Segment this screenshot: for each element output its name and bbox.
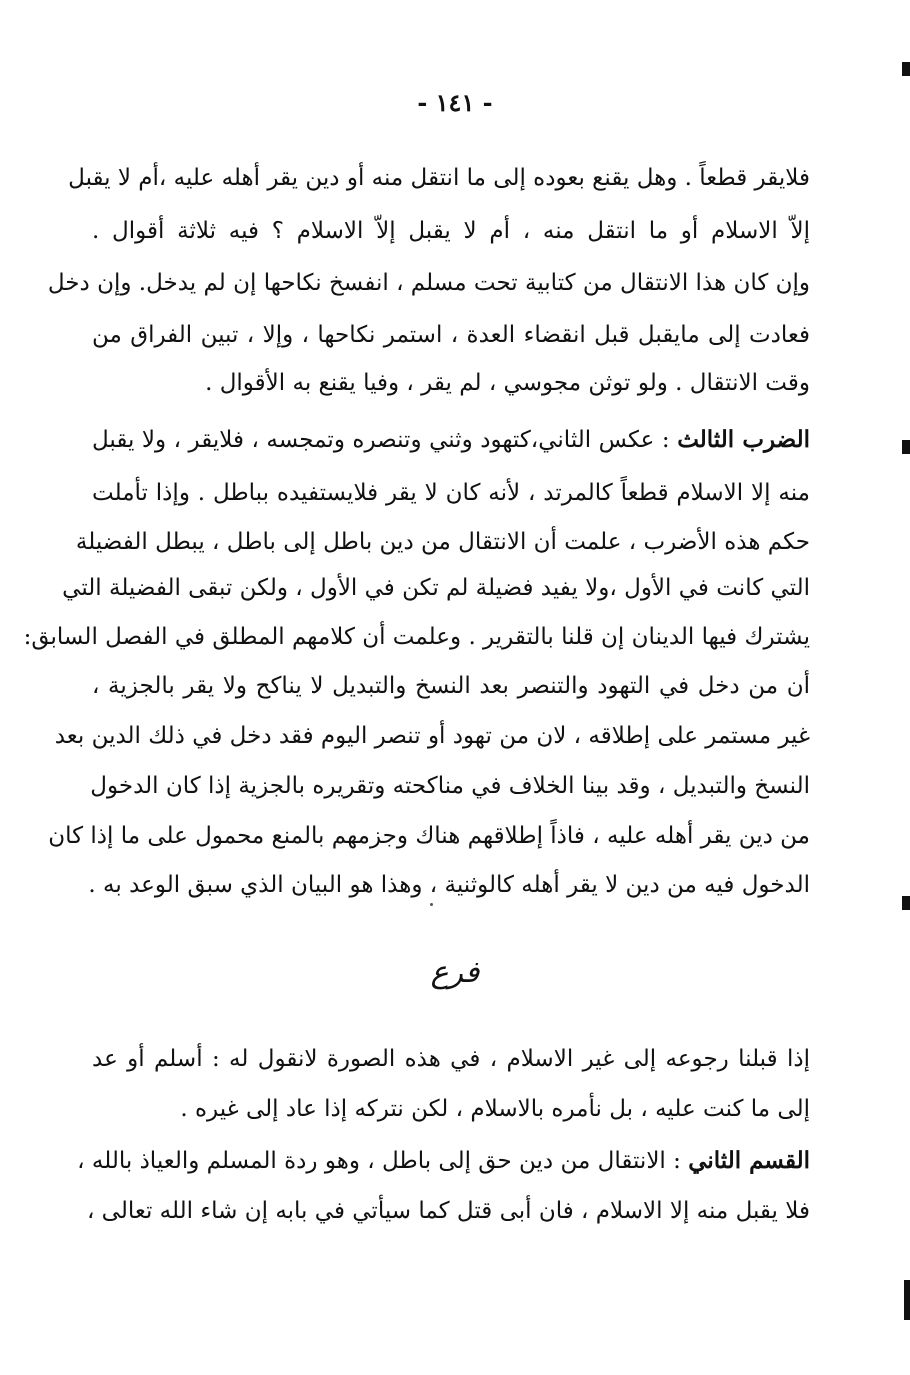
text-line: من دين يقر أهله عليه ، فاذاً إطلاقهم هناك وجزمهم بالمنع محمول على ما إذا كان [48,823,810,849]
text-span: : الانتقال من دين حق إلى باطل ، وهو ردة المسلم والعياذ بالله ، [77,1148,681,1174]
text-line: التي كانت في الأول ،ولا يفيد فضيلة لم تكن في الأول ، ولكن تبقى الفضيلة التي [62,575,810,601]
text-line [92,425,810,455]
text-line: إلى ما كنت عليه ، بل نأمره بالاسلام ، لكن نتركه إذا عاد إلى غيره . [180,1096,810,1122]
text-line: فلا يقبل منه إلا الاسلام ، فان أبى قتل كما سيأتي في بابه إن شاء الله تعالى ، [86,1198,810,1224]
text-span: : عكس الثاني،كتهود وثني وتنصره وتمجسه ، فلايقر ، ولا يقبل [92,427,670,453]
text-line: يشترك فيها الدينان إن قلنا بالتقرير . وعلمت أن كلامهم المطلق في الفصل السابق: [23,624,810,650]
section-lead: الضرب الثالث [677,426,811,453]
scan-speck [430,903,433,906]
text-line: فعادت إلى مايقبل قبل انقضاء العدة ، استمر نكاحها ، وإلا ، تبين الفراق من [92,322,810,348]
text-line: النسخ والتبديل ، وقد بينا الخلاف في مناكحته وتقريره بالجزية إذا كان الدخول [90,773,810,799]
text-line: حكم هذه الأضرب ، علمت أن الانتقال من دين باطل إلى باطل ، يبطل الفضيلة [75,529,810,555]
text-line: وإن كان هذا الانتقال من كتابية تحت مسلم ، انفسخ نكاحها إن لم يدخل. وإن دخل [47,270,810,296]
section-lead: القسم الثاني [688,1147,810,1174]
text-line [77,1146,810,1176]
text-line: إلاّ الاسلام أو ما انتقل منه ، أم لا يقبل إلاّ الاسلام ؟ فيه ثلاثة أقوال . [92,218,810,244]
text-line: الدخول فيه من دين لا يقر أهله كالوثنية ، وهذا هو البيان الذي سبق الوعد به . [88,872,810,898]
text-line: أن من دخل في التهود والتنصر بعد النسخ والتبديل لا يناكح ولا يقر بالجزية ، [92,673,810,699]
scan-edge-mark [904,1280,910,1320]
scan-edge-mark [902,440,910,454]
section-heading: فرع [430,955,480,990]
text-line: غير مستمر على إطلاقه ، لان من تهود أو تنصر اليوم فقد دخل في ذلك الدين بعد [54,723,810,749]
text-line: منه إلا الاسلام قطعاً كالمرتد ، لأنه كان لا يقر فلايستفيده بباطل . وإذا تأملت [92,480,810,506]
scan-edge-mark [902,896,910,910]
page-number: - ١٤١ - [417,88,493,117]
text-line: وقت الانتقال . ولو توثن مجوسي ، لم يقر ، وفيا يقنع به الأقوال . [205,370,810,396]
text-line: إذا قبلنا رجوعه إلى غير الاسلام ، في هذه الصورة لانقول له : أسلم أو عد [92,1046,810,1072]
text-line: فلايقر قطعاً . وهل يقنع بعوده إلى ما انتقل منه أو دين يقر أهله عليه ،أم لا يقبل [68,165,810,191]
scan-edge-mark [902,62,910,76]
